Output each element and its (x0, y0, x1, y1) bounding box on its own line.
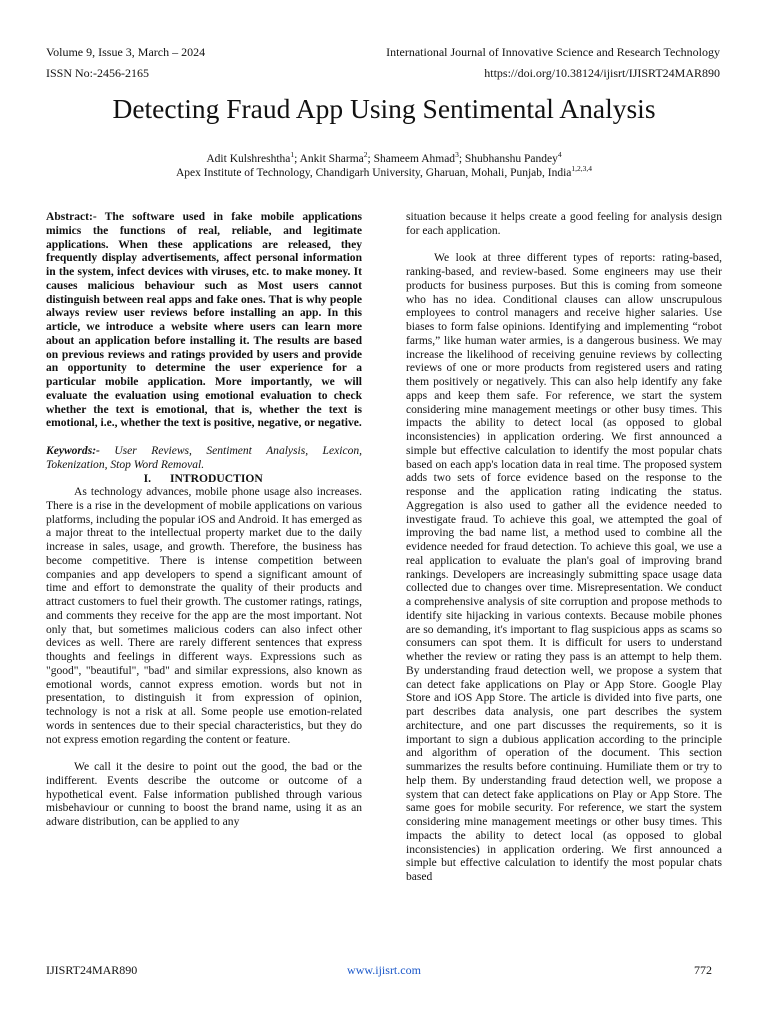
page-number: 772 (694, 963, 712, 977)
footer-website-link[interactable]: www.ijisrt.com (347, 963, 421, 977)
left-column (46, 211, 362, 830)
keywords (46, 445, 362, 473)
section-heading (46, 472, 362, 486)
author-2: Ankit Sharma$^2$; (299, 150, 374, 165)
abstract: Abstract:- The software used in fake mobile applications mimics the functions of real, reliable, and legitimate applications. When these applications are released, they frequently display advertisements, affect personal information in the system, infect devices with viruses, etc. to make money. It causes malicious behaviour such as Most users cannot distinguish between real apps and fake ones. That is why people always review user reviews before installing an app. In this article, we introduce a website where users can learn more about an application before installing it. The results are based on previous reviews and ratings provided by users and provide an opportunity to determine the user experience for a particular mobile application. More importantly, we will evaluate the evaluation using emotional evaluation to check whether the text is emotional, that is, whether the text is emotional, i.e., whether the text is positive, negative, or negative. (46, 211, 362, 430)
paper-title: Detecting Fraud App Using Sentimental Analysis (112, 93, 656, 124)
keywords-text: User Reviews, Sentiment Analysis, Lexicon, Tokenization, Stop Word Removal. (46, 444, 362, 471)
issn: ISSN No:-2456-2165 (46, 66, 150, 80)
keywords-label: Keywords:- (46, 444, 100, 457)
continuation-paragraph: situation because it helps create a good feeling for analysis design for each application. (406, 211, 722, 237)
section-number: I. (143, 472, 151, 486)
author-list (0, 152, 768, 166)
section-title: INTRODUCTION (170, 472, 263, 486)
affiliation: Apex Institute of Technology, Chandigarh University, Gharuan, Mohali, Punjab, India$^{1,2,3,4}$ (175, 164, 593, 179)
doi-link[interactable]: https://doi.org/10.38124/ijisrt/IJISRT24MAR890 (484, 66, 720, 80)
intro-paragraph-1: As technology advances, mobile phone usage also increases. There is a rise in the development of mobile applications on various platforms, including the popular iOS and Android. It has emerged as a major threat to the intellectual property market due to the daily increase in sales, usage, and growth. Therefore, the business has become competitive. There is intense competition between companies and app developers to spend a significant amount of time and effort to demonstrate the quality of their products and attract customers to fuel their growth. The customer ratings, ratings, and comments they receive for the app are the most important. Not only that, but sometimes malicious coders can also infect other devices as well. There are rarely different sentences that express thoughts and feelings in different ways. Expressions such as "good", "beautiful", "bad" and similar expressions, also known as emotional words, cannot express emotion. words but not in presentation, to distinguish it from expression of opinion, technology is not a risk at all. Some people use emotion-related words in sentences due to their special characteristics, but they do not express emotion regarding the content or feature. (46, 486, 362, 746)
footer-paper-code: IJISRT24MAR890 (46, 963, 138, 977)
volume-issue: Volume 9, Issue 3, March – 2024 (46, 45, 206, 59)
author-4: Shubhanshu Pandey$^4$ (464, 150, 562, 165)
body-paragraph: We look at three different types of reports: rating-based, ranking-based, and review-based. Some engineers may use their products for business purposes. But this is coming from someone who has no idea. Conditional clauses can allow unscrupulous employees to control managers and receive higher salaries. Use biases to form false opinions. Identifying and implementing “robot farms,” like human water armies, is a dangerous business. We may increase the likelihood of receiving genuine reviews by collecting reviews of one or more products from registered users and rating them positively or negatively. This can also help identify any fake apps and keep them safe. For reference, we start the system considering mine management meetings or other busy times. This impacts the ability to detect local (as opposed to global inconsistencies) in application ordering. We first announced a simple but effective calculation to identify the most popular chats based on each app's location data in real time. The proposed system adds two sets of force evidence based on the response to the response and the application rating indicating the status. Aggregation is also used to gather all the evidence needed to investigate fraud. To achieve this goal, we attempted the goal of improving the bad name list, a method used to combine all the evidence needed for fraud detection. To achieve this goal, we use a real application to evaluate the plan's goal of improving brand rankings. Developers are increasingly submitting space usage data collected due to changes over time. Misrepresentation. We conduct a comprehensive analysis of site corruption and propose methods to identify site hijacking in various contexts. Because mobile phones are so demanding, it's important to flag suspicious apps as scams so consumers can spot them. It is difficult for users to understand whether the review or rating they pass is an attempt to help them. By understanding fraud detection well, we propose a system that can detect fake applications on Play or App Store. Google Play Store and iOS App Store. The article is divided into five parts, one part describes data analysis, one part describes the system architecture, and one part discusses the requirements, so it is important to sign a dubious application according to the principle and algorithm of operation of the document. This section summarizes the results before continuing. Humiliate them or try to help them. By understanding fraud detection well, we propose a system that can detect fake applications on Play or App Store. The same goes for mobile security. For reference, we start the system considering mine management meetings or other busy times. This impacts the ability to detect local (as opposed to global inconsistencies) in application ordering. We first announced a simple but effective calculation to identify the most popular chats based (406, 252, 722, 883)
author-1: Adit Kulshreshtha$^1$; (206, 150, 300, 165)
right-column (406, 211, 722, 885)
author-3: Shameem Ahmad$^3$; (373, 150, 465, 165)
intro-paragraph-2: We call it the desire to point out the good, the bad or the indifferent. Events describe the outcome or outcome of a hypothetical event. False information published through various misbehaviour or cunning to boost the brand name, using it as an adware distribution, can be applied to any (46, 761, 362, 828)
journal-name: International Journal of Innovative Science and Research Technology (386, 45, 720, 59)
